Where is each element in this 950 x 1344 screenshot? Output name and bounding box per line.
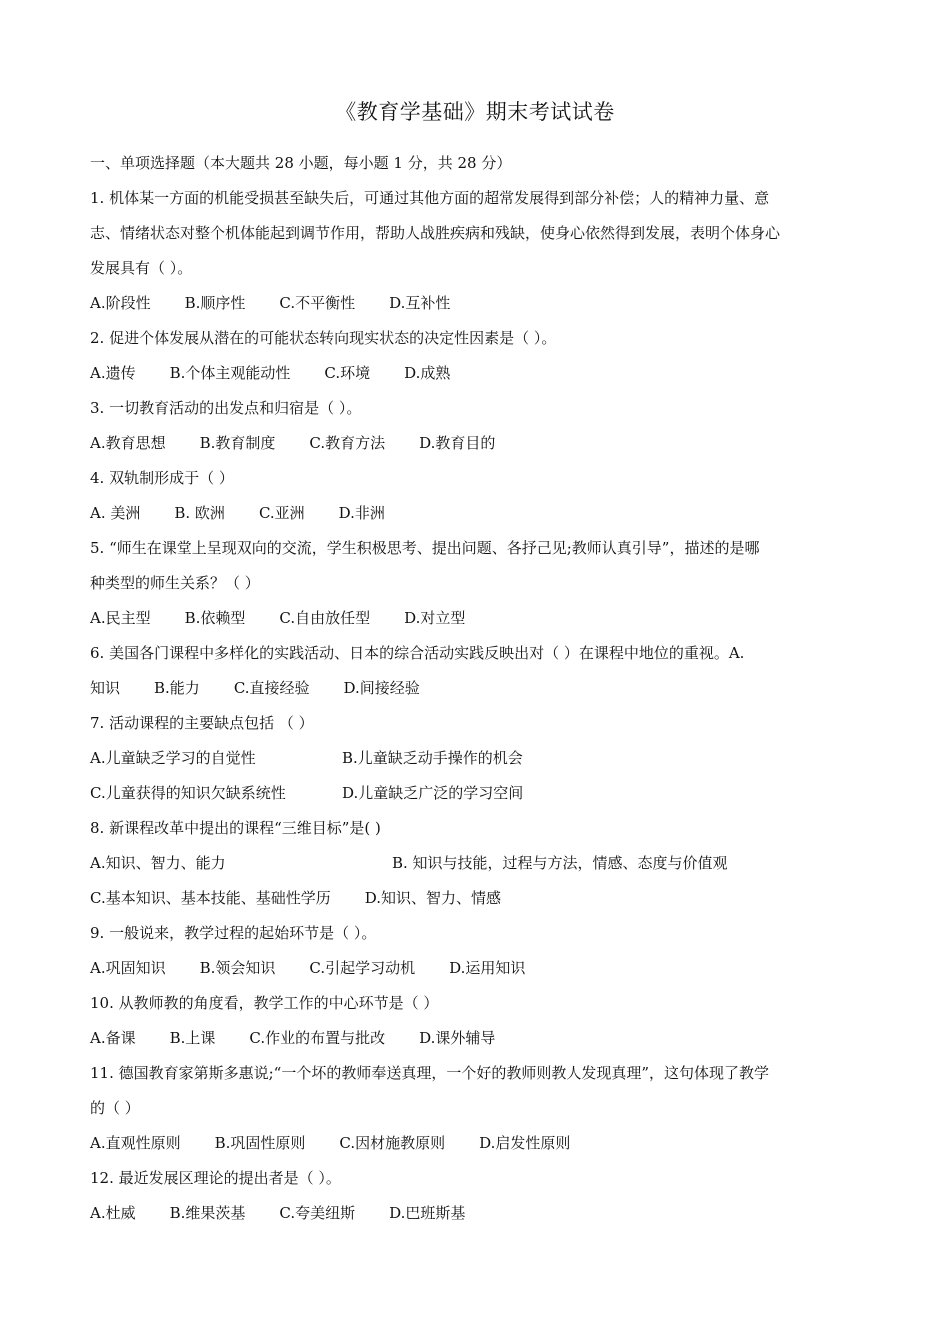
- question-8-line-1: 8. 新课程改革中提出的课程“三维目标”是( ): [90, 819, 381, 837]
- option-a: A.备课: [90, 1029, 136, 1047]
- question-12-line-1: 12. 最近发展区理论的提出者是（ ）。: [90, 1169, 341, 1187]
- option-c: C.夸美纽斯: [279, 1204, 356, 1222]
- question-5-line-1: 5. “师生在课堂上呈现双向的交流，学生积极思考、提出问题、各抒己见;教师认真引导”，描述的是哪: [90, 539, 760, 557]
- question-8-options-row-2: [90, 881, 862, 916]
- question-10-options: [90, 1021, 862, 1056]
- option-c: C.不平衡性: [279, 294, 356, 312]
- option-d: D.对立型: [404, 609, 466, 627]
- option-c: C.环境: [324, 364, 371, 382]
- option-a: A.巩固知识: [90, 959, 166, 977]
- option-d: D.启发性原则: [479, 1134, 571, 1152]
- option-b: B.个体主观能动性: [169, 364, 291, 382]
- question-7-line-1: 7. 活动课程的主要缺点包括 （ ）: [90, 714, 314, 732]
- question-11-line-1: 11. 德国教育家第斯多惠说;“一个坏的教师奉送真理，一个好的教师则教人发现真理”，这句体现了教学: [90, 1064, 770, 1082]
- exam-title: 《教育学基础》期末考试试卷: [335, 100, 615, 124]
- exam-content: [90, 146, 862, 1231]
- question-5-line-2: 种类型的师生关系？（ ）: [90, 574, 260, 592]
- option-b: B. 知识与技能，过程与方法，情感、态度与价值观: [392, 854, 728, 872]
- option-c: C.自由放任型: [279, 609, 371, 627]
- option-d: D.间接经验: [343, 679, 420, 697]
- option-b: B.教育制度: [199, 434, 276, 452]
- question-5-options: [90, 601, 862, 636]
- option-a: A.杜威: [90, 1204, 136, 1222]
- option-a: A.儿童缺乏学习的自觉性: [90, 749, 256, 767]
- option-a: 知识: [90, 679, 121, 697]
- option-c: C.引起学习动机: [309, 959, 416, 977]
- question-11-line-2: 的（ ）: [90, 1099, 140, 1117]
- option-c: C.基本知识、基本技能、基础性学历: [90, 889, 331, 907]
- option-a: A.阶段性: [90, 294, 151, 312]
- option-b: B.顺序性: [184, 294, 246, 312]
- option-b: B.维果茨基: [169, 1204, 246, 1222]
- option-a: A.教育思想: [90, 434, 166, 452]
- option-c: C.作业的布置与批改: [249, 1029, 386, 1047]
- option-d: D.成熟: [404, 364, 451, 382]
- option-b: B.上课: [169, 1029, 216, 1047]
- option-c: C.亚洲: [258, 504, 305, 522]
- question-12-options: [90, 1196, 862, 1231]
- option-b: B.巩固性原则: [214, 1134, 306, 1152]
- option-d: D.互补性: [389, 294, 451, 312]
- question-4-line-1: 4. 双轨制形成于（ ）: [90, 469, 234, 487]
- option-c: C.因材施教原则: [339, 1134, 446, 1152]
- question-7-options-row-1: [90, 741, 862, 776]
- option-a: A.直观性原则: [90, 1134, 181, 1152]
- question-10-line-1: 10. 从教师教的角度看，教学工作的中心环节是（ ）: [90, 994, 439, 1012]
- option-d: D.课外辅导: [419, 1029, 496, 1047]
- section-heading: 一、单项选择题（本大题共 28 小题，每小题 1 分，共 28 分）: [90, 154, 512, 172]
- question-1-line-1: 1. 机体某一方面的机能受损甚至缺失后，可通过其他方面的超常发展得到部分补偿；人的精神力量、意: [90, 189, 770, 207]
- option-b: B. 欧洲: [174, 504, 225, 522]
- question-8-options-row-1: [90, 846, 862, 881]
- option-d: D.知识、智力、情感: [364, 889, 501, 907]
- option-d: D.儿童缺乏广泛的学习空间: [342, 784, 524, 802]
- question-3-options: [90, 426, 862, 461]
- question-2-options: [90, 356, 862, 391]
- option-b: B.领会知识: [199, 959, 276, 977]
- option-d: D.教育目的: [419, 434, 496, 452]
- question-11-options: [90, 1126, 862, 1161]
- question-3-line-1: 3. 一切教育活动的出发点和归宿是（ ）。: [90, 399, 362, 417]
- question-1-line-3: 发展具有（ ）。: [90, 259, 193, 277]
- option-d: D.非洲: [338, 504, 385, 522]
- option-b: B.能力: [154, 679, 200, 697]
- question-1-options: [90, 286, 862, 321]
- option-a: A. 美洲: [90, 504, 141, 522]
- option-a: A.民主型: [90, 609, 151, 627]
- option-d: D.运用知识: [449, 959, 526, 977]
- question-9-options: [90, 951, 862, 986]
- question-2-line-1: 2. 促进个体发展从潜在的可能状态转向现实状态的决定性因素是（ ）。: [90, 329, 557, 347]
- question-6-options: [90, 671, 862, 706]
- option-c: C.直接经验: [233, 679, 310, 697]
- option-a: A.知识、智力、能力: [90, 854, 226, 872]
- option-d: D.巴班斯基: [389, 1204, 466, 1222]
- option-c: C.儿童获得的知识欠缺系统性: [90, 784, 286, 802]
- question-1-line-2: 志、情绪状态对整个机体能起到调节作用，帮助人战胜疾病和残缺，使身心依然得到发展，表明个体身心: [90, 224, 781, 242]
- option-b: B.依赖型: [184, 609, 246, 627]
- question-7-options-row-2: [90, 776, 862, 811]
- option-b: B.儿童缺乏动手操作的机会: [342, 749, 523, 767]
- option-c: C.教育方法: [309, 434, 386, 452]
- question-9-line-1: 9. 一般说来，教学过程的起始环节是（ ）。: [90, 924, 377, 942]
- option-a: A.遗传: [90, 364, 136, 382]
- question-4-options: [90, 496, 862, 531]
- question-6-line-1: 6. 美国各门课程中多样化的实践活动、日本的综合活动实践反映出对（ ）在课程中地位的重视。A.: [90, 644, 745, 662]
